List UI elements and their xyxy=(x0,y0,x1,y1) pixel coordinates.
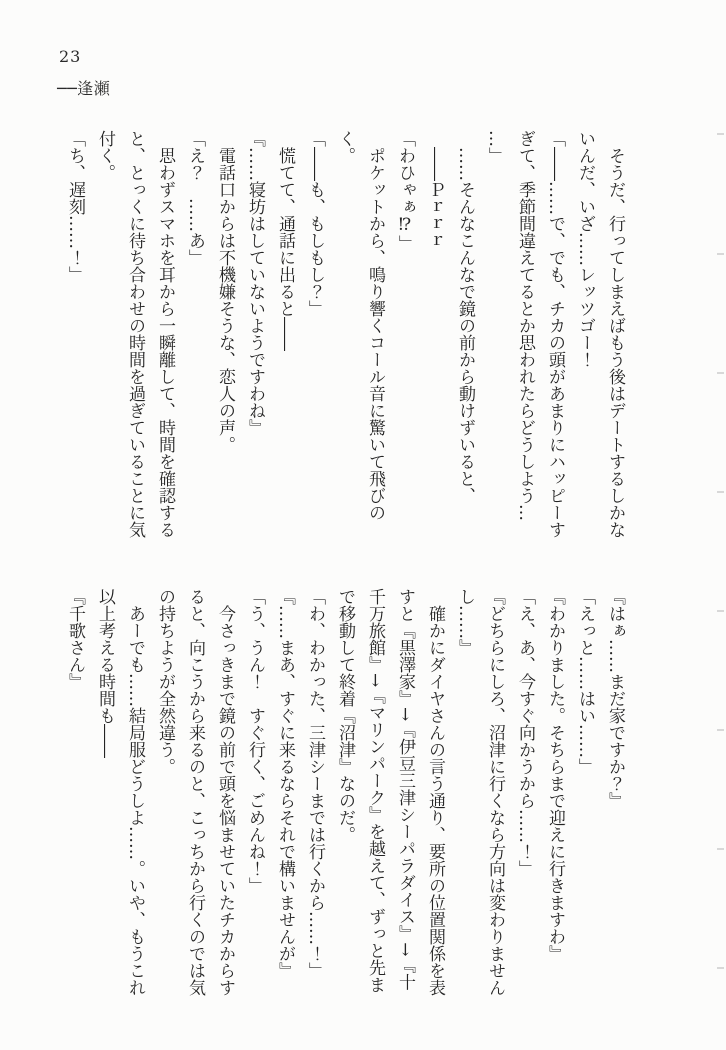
text-line: し……』 xyxy=(455,588,475,656)
upper-text-block xyxy=(60,130,630,590)
text-line: ポケットから、鳴り響くコール音に驚いて飛びの xyxy=(365,147,385,521)
text-line: ――Ｐｒｒｒ xyxy=(425,147,445,249)
text-line: 『千歌さん』 xyxy=(65,588,85,690)
text-line: 『はぁ……まだ家ですか？』 xyxy=(605,588,625,809)
scan-artifact xyxy=(717,133,724,135)
text-line: 『……寝坊はしていないようですわね』 xyxy=(245,130,265,436)
text-line: 「え、あ、今すぐ向かうから……！」 xyxy=(515,588,535,877)
scan-artifact xyxy=(717,967,724,969)
scan-artifact xyxy=(717,610,724,612)
page-number: 23 xyxy=(59,47,82,66)
text-line: 電話口からは不機嫌そうな、恋人の声。 xyxy=(215,147,235,453)
text-line: 慌てて、通話に出ると―― xyxy=(275,147,295,351)
text-line: 『どちらにしろ、沼津に行くなら方向は変わりません xyxy=(485,588,505,996)
text-line: …」 xyxy=(485,130,505,164)
text-line: 付く。 xyxy=(95,130,115,181)
text-line: 『わかりました。そちらまで迎えに行きますわ』 xyxy=(545,588,565,962)
text-line: 「ち、遅刻……！」 xyxy=(65,130,85,283)
text-line: 『……まあ、すぐに来るならそれで構いませんが』 xyxy=(275,588,295,979)
text-line: ……そんなこんなで鏡の前から動けずいると、 xyxy=(455,147,475,504)
scan-artifact xyxy=(717,491,724,493)
text-line: すと『黒澤家』→『伊豆三津シーパラダイス』→『十 xyxy=(395,588,415,991)
text-line: 確かにダイヤさんの言う通り、要所の位置関係を表 xyxy=(425,605,445,996)
text-line: 「え？ ……あ」 xyxy=(185,130,205,266)
chapter-header: ──逢瀬 xyxy=(57,79,111,98)
text-line: と、とっくに待ち合わせの時間を過ぎていることに気 xyxy=(125,130,145,538)
scan-artifact xyxy=(717,372,724,374)
text-line: 思わずスマホを耳から一瞬離して、時間を確認する xyxy=(155,147,175,538)
text-line: いんだ、いざ……レッツゴー！ xyxy=(575,130,595,368)
text-line: 千万旅館』→『マリンパーク』を越えて、ずっと先ま xyxy=(365,588,385,994)
scan-artifact xyxy=(717,848,724,850)
text-line: く。 xyxy=(335,130,355,164)
lower-text-block xyxy=(60,588,630,1048)
text-line: 「――……で、でも、チカの頭があまりにハッピーす xyxy=(545,130,565,538)
text-line: ると、向こうから来るのと、こっちから行くのでは気 xyxy=(185,588,205,996)
text-line: そうだ、行ってしまえばもう後はデートするしかな xyxy=(605,147,625,538)
text-line: 「わひゃぁ⁉」 xyxy=(395,130,415,252)
text-line: ぎて、季節間違えてるとか思われたらどうしよう… xyxy=(515,130,535,521)
scan-artifact xyxy=(717,253,724,255)
text-line: 「う、うん！ すぐ行く、ごめんね！」 xyxy=(245,588,265,894)
text-line: の持ちようが全然違う。 xyxy=(155,588,175,775)
text-line: 「――も、もしもし？」 xyxy=(305,130,325,317)
text-line: 以上考える時間も―― xyxy=(95,588,115,758)
text-line: 今さっきまで鏡の前で頭を悩ませていたチカからす xyxy=(215,605,235,996)
text-line: 「えっと……はい……」 xyxy=(575,588,595,775)
scan-artifact xyxy=(717,729,724,731)
text-line: で移動して終着『沼津』なのだ。 xyxy=(335,588,355,843)
text-line: あーでも……結局服どうしよ……。いや、もうこれ xyxy=(125,605,145,996)
text-line: 「わ、わかった、三津シーまでは行くから……！」 xyxy=(305,588,325,979)
